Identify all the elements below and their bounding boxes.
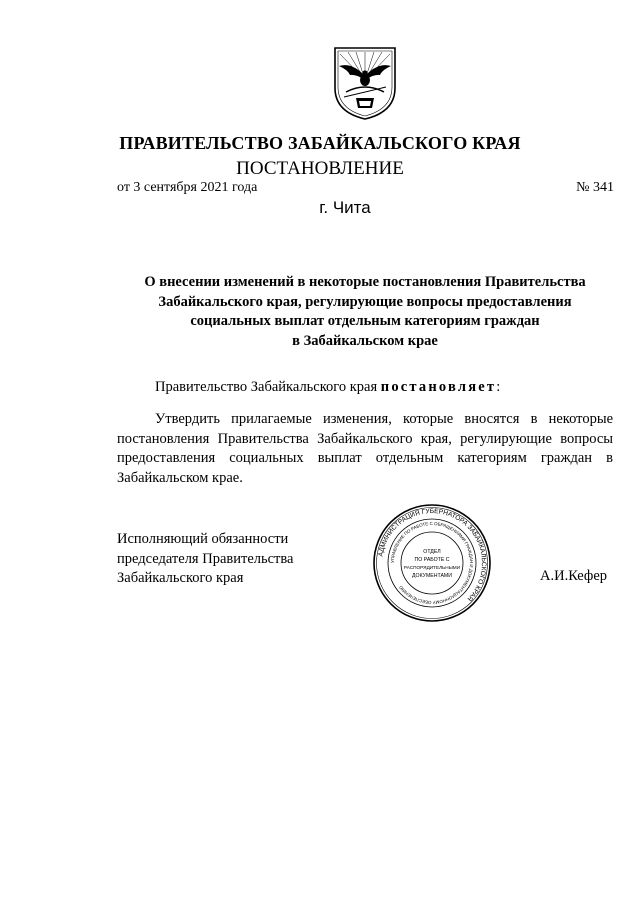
signatory-name: А.И.Кефер [540,568,608,584]
subject-line: О внесении изменений в некоторые постановления Правительства [144,274,586,290]
organization-title: ПРАВИТЕЛЬСТВО ЗАБАЙКАЛЬСКОГО КРАЯ [119,133,521,153]
subject-line: социальных выплат отдельным категориям граждан [190,313,540,329]
official-stamp-icon [372,503,492,623]
preamble [155,379,500,396]
stamp-center-line: ДОКУМЕНТАМИ [412,573,452,579]
stamp-center-line: ОТДЕЛ [423,549,441,555]
preamble-prefix: Правительство Забайкальского края [155,379,381,395]
stamp-middle-text: УПРАВЛЕНИЕ ПО РАБОТЕ С ОБРАЩЕНИЯМИ ГРАЖДАН И ДОКУМЕНТАЦИОННОМУ ОБЕСПЕЧЕНИЮ [389,520,475,606]
subject-line: Забайкальского края, регулирующие вопросы предоставления [158,293,572,310]
coat-of-arms-icon [330,42,400,122]
body-paragraph: Утвердить прилагаемые изменения, которые вносятся в некоторые постановления Правительства Забайкальского края, регулирующие вопросы предоставления социальных выплат отдельным категориям граждан в Забайкальском крае. [117,411,613,486]
document-type: ПОСТАНОВЛЕНИЕ [236,158,404,179]
document-subject [117,273,613,351]
preamble-keyword: постановляет [380,379,497,395]
position-line: Забайкальского края [117,570,244,586]
stamp-center-line: ПО РАБОТЕ С [414,557,450,563]
document-number: № 341 [576,180,614,195]
position-line: председателя Правительства [117,550,294,567]
subject-line: в Забайкальском крае [292,332,438,349]
document-date: от 3 сентября 2021 года [117,180,258,195]
stamp-center-line: РАСПОРЯДИТЕЛЬНЫМИ [403,565,461,570]
preamble-suffix: : [496,379,501,395]
document-city: г. Чита [319,198,371,217]
signatory-position [117,530,293,589]
stamp-outer-text: АДМИНИСТРАЦИЯ ГУБЕРНАТОРА ЗАБАЙКАЛЬСКОГО КРАЯ [377,507,488,603]
position-line: Исполняющий обязанности [117,531,289,547]
